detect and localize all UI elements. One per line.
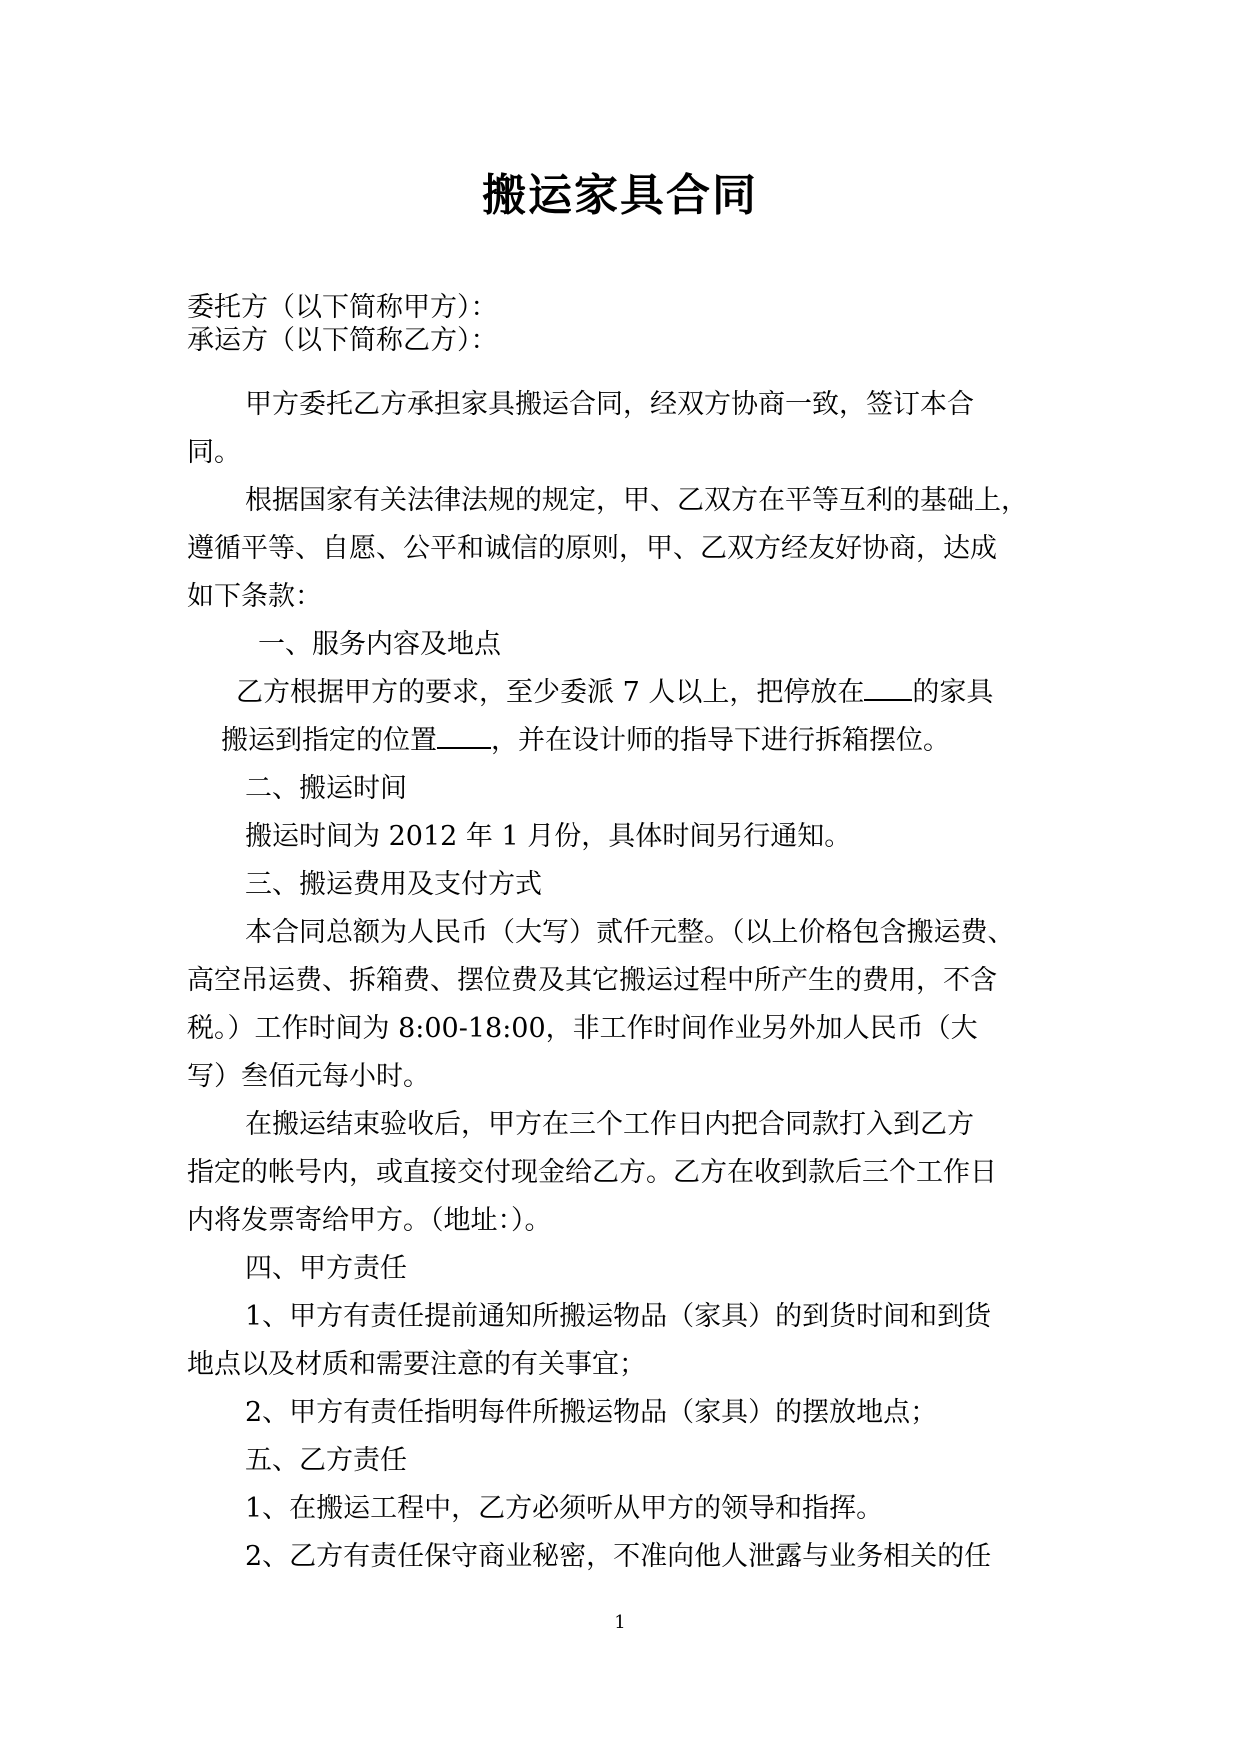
section4-heading: 四、甲方责任 <box>245 1253 407 1284</box>
section1-line-2 <box>221 721 950 761</box>
section3-heading: 三、搬运费用及支付方式 <box>245 869 542 900</box>
document-title: 搬运家具合同 <box>482 170 758 221</box>
section3-p2-line-2: 指定的帐号内，或直接交付现金给乙方。乙方在收到款后三个工作日 <box>187 1157 997 1188</box>
party-b-line: 承运方（以下简称乙方）： <box>187 325 498 356</box>
section2-heading: 二、搬运时间 <box>245 773 407 804</box>
basis-line-2: 遵循平等、自愿、公平和诚信的原则，甲、乙双方经友好协商，达成 <box>187 533 997 564</box>
section1-line-1 <box>236 673 993 713</box>
section4-item2: 2、甲方有责任指明每件所搬运物品（家具）的摆放地点； <box>245 1397 938 1428</box>
section4-item1-line-1: 1、甲方有责任提前通知所搬运物品（家具）的到货时间和到货 <box>245 1301 992 1332</box>
section3-p2-line-1: 在搬运结束验收后，甲方在三个工作日内把合同款打入到乙方 <box>245 1109 974 1140</box>
section4-item1-line-2: 地点以及材质和需要注意的有关事宜； <box>187 1349 646 1380</box>
location-blank-from <box>864 673 912 701</box>
section1-line-1-text-b: 的家具 <box>912 677 994 708</box>
section1-heading: 一、服务内容及地点 <box>258 629 501 660</box>
party-a-line: 委托方（以下简称甲方）： <box>187 292 498 323</box>
section5-item1: 1、在搬运工程中，乙方必须听从甲方的领导和指挥。 <box>245 1493 884 1524</box>
section1-line-1-text-a: 乙方根据甲方的要求，至少委派 7 人以上，把停放在 <box>236 677 865 708</box>
intro-line-1: 甲方委托乙方承担家具搬运合同，经双方协商一致，签订本合 <box>245 389 974 420</box>
basis-line-3: 如下条款： <box>187 581 322 612</box>
intro-line-2: 同。 <box>187 437 241 468</box>
section3-p1-line-1: 本合同总额为人民币（大写）贰仟元整。（以上价格包含搬运费、 <box>245 917 1015 948</box>
section5-item2: 2、乙方有责任保守商业秘密，不准向他人泄露与业务相关的任 <box>245 1541 992 1572</box>
section1-line-2-text-b: ，并在设计师的指导下进行拆箱摆位。 <box>491 725 950 756</box>
section3-p1-line-3: 税。）工作时间为 8:00-18:00，非工作时间作业另外加人民币（大 <box>187 1013 978 1044</box>
location-blank-to <box>437 721 491 749</box>
basis-line-1: 根据国家有关法律法规的规定，甲、乙双方在平等互利的基础上， <box>245 485 1028 516</box>
section3-p2-line-3: 内将发票寄给甲方。（地址：）。 <box>187 1205 552 1236</box>
section1-line-2-text-a: 搬运到指定的位置 <box>221 725 437 756</box>
section2-text: 搬运时间为 2012 年 1 月份，具体时间另行通知。 <box>245 821 852 852</box>
section5-heading: 五、乙方责任 <box>245 1445 407 1476</box>
section3-p1-line-4: 写）叁佰元每小时。 <box>187 1061 430 1092</box>
section3-p1-line-2: 高空吊运费、拆箱费、摆位费及其它搬运过程中所产生的费用，不含 <box>187 965 997 996</box>
page-number: 1 <box>614 1612 626 1633</box>
